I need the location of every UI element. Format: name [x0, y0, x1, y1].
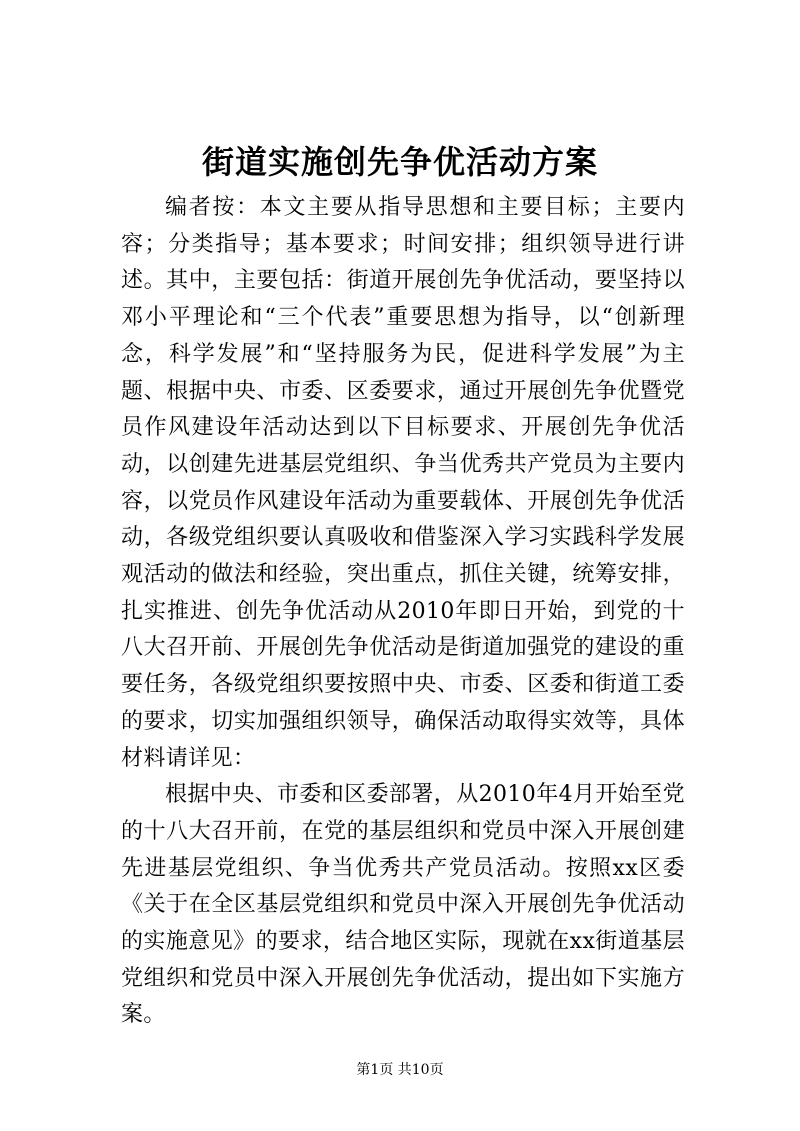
document-body — [121, 190, 685, 1034]
page-footer: 第1页 共10页 — [356, 1062, 444, 1078]
body-paragraph: 根据中央、市委和区委部署，从2010年4月开始至党的十八大召开前，在党的基层组织和党员中深入开展创建先进基层党组织、争当优秀共产党员活动。按照xx区委《关于在全区基层党组织和党员中深入开展创先争优活动的实施意见》的要求，结合地区实际，现就在xx街道基层党组织和党员中深入开展创先争优活动，提出如下实施方案。 — [121, 782, 685, 1028]
page-title: 街道实施创先争优活动方案 — [201, 143, 598, 181]
editor-note-paragraph: 编者按：本文主要从指导思想和主要目标；主要内容；分类指导；基本要求；时间安排；组织领导进行讲述。其中，主要包括：街道开展创先争优活动，要坚持以邓小平理论和“三个代表”重要思想为指导，以“创新理念，科学发展”和“坚持服务为民，促进科学发展”为主题、根据中央、市委、区委要求，通过开展创先争优暨党员作风建设年活动达到以下目标要求、开展创先争优活动，以创建先进基层党组织、争当优秀共产党员为主要内容，以党员作风建设年活动为重要载体、开展创先争优活动，各级党组织要认真吸收和借鉴深入学习实践科学发展观活动的做法和经验，突出重点，抓住关键，统筹安排，扎实推进、创先争优活动从2010年即日开始，到党的十八大召开前、开展创先争优活动是街道加强党的建设的重要任务，各级党组织要按照中央、市委、区委和街道工委的要求，切实加强组织领导，确保活动取得实效等，具体材料请详见： — [121, 195, 685, 771]
